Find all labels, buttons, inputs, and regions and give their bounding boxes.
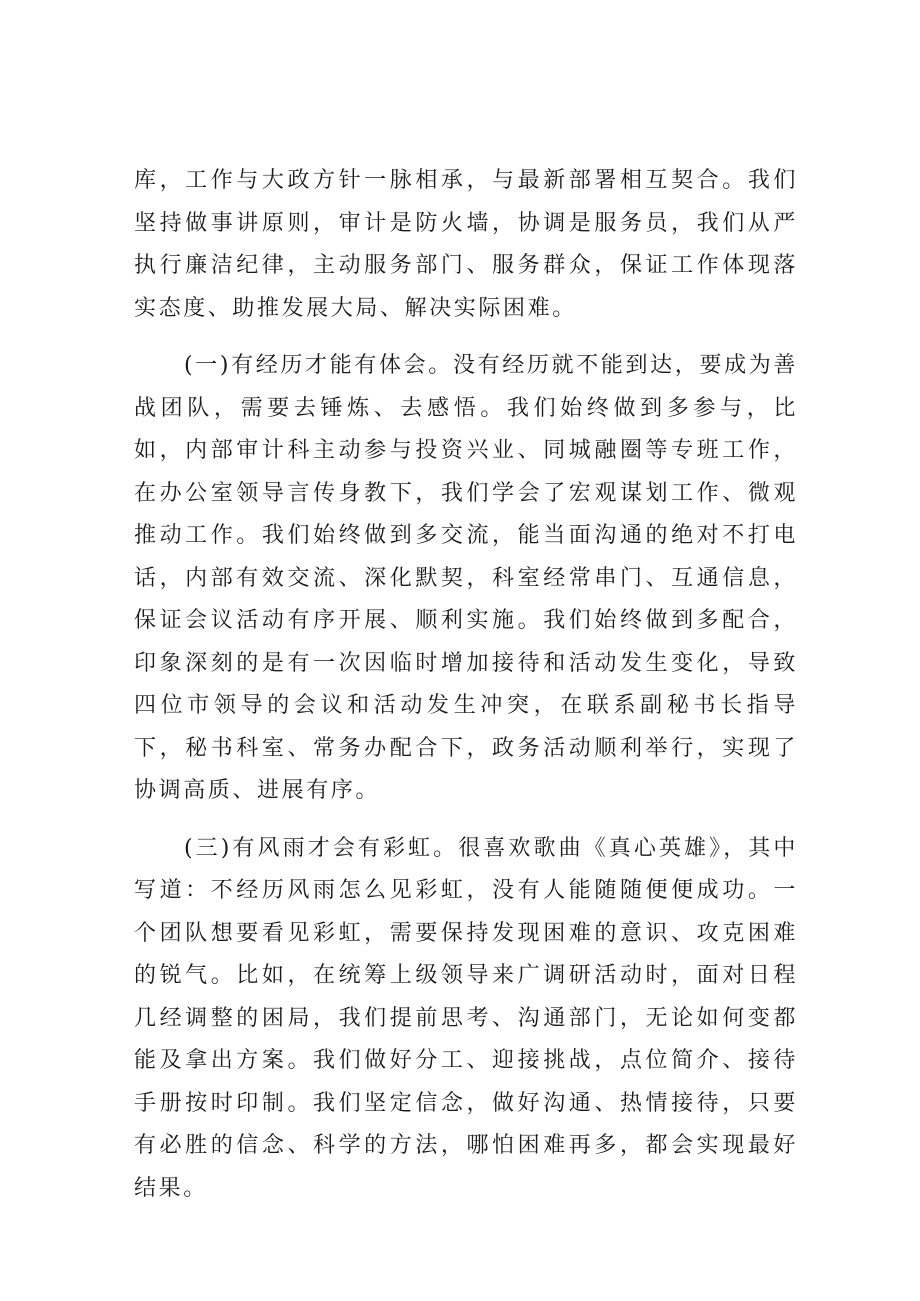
paragraph-section-one: (一)有经历才能有体会。没有经历就不能到达，要成为善战团队，需要去锤炼、去感悟。我们始终做到多参与，比如，内部审计科主动参与投资兴业、同城融圈等专班工作，在办公室领导言传身教下，我们学会了宏观谋划工作、微观推动工作。我们始终做到多交流，能当面沟通的绝对不打电话，内部有效交流、深化默契，科室经常串门、互通信息，保证会议活动有序开展、顺利实施。我们始终做到多配合，印象深刻的是有一次因临时增加接待和活动发生变化，导致四位市领导的会议和活动发生冲突，在联系副秘书长指导下，秘书科室、常务办配合下，政务活动顺利举行，实现了协调高质、进展有序。	[134, 353, 798, 803]
document-body	[134, 160, 798, 1210]
paragraph-section-three: (三)有风雨才会有彩虹。很喜欢歌曲《真心英雄》，其中写道：不经历风雨怎么见彩虹，没有人能随随便便成功。一个团队想要看见彩虹，需要保持发现困难的意识、攻克困难的锐气。比如，在统筹上级领导来广调研活动时，面对日程几经调整的困局，我们提前思考、沟通部门，无论如何变都能及拿出方案。我们做好分工、迎接挑战，点位简介、接待手册按时印制。我们坚定信念，做好沟通、热情接待，只要有必胜的信念、科学的方法，哪怕困难再多，都会实现最好结果。	[134, 835, 798, 1201]
paragraph-continuation: 库，工作与大政方针一脉相承，与最新部署相互契合。我们坚持做事讲原则，审计是防火墙，协调是服务员，我们从严执行廉洁纪律，主动服务部门、服务群众，保证工作体现落实态度、助推发展大局、解决实际困难。	[134, 168, 798, 321]
